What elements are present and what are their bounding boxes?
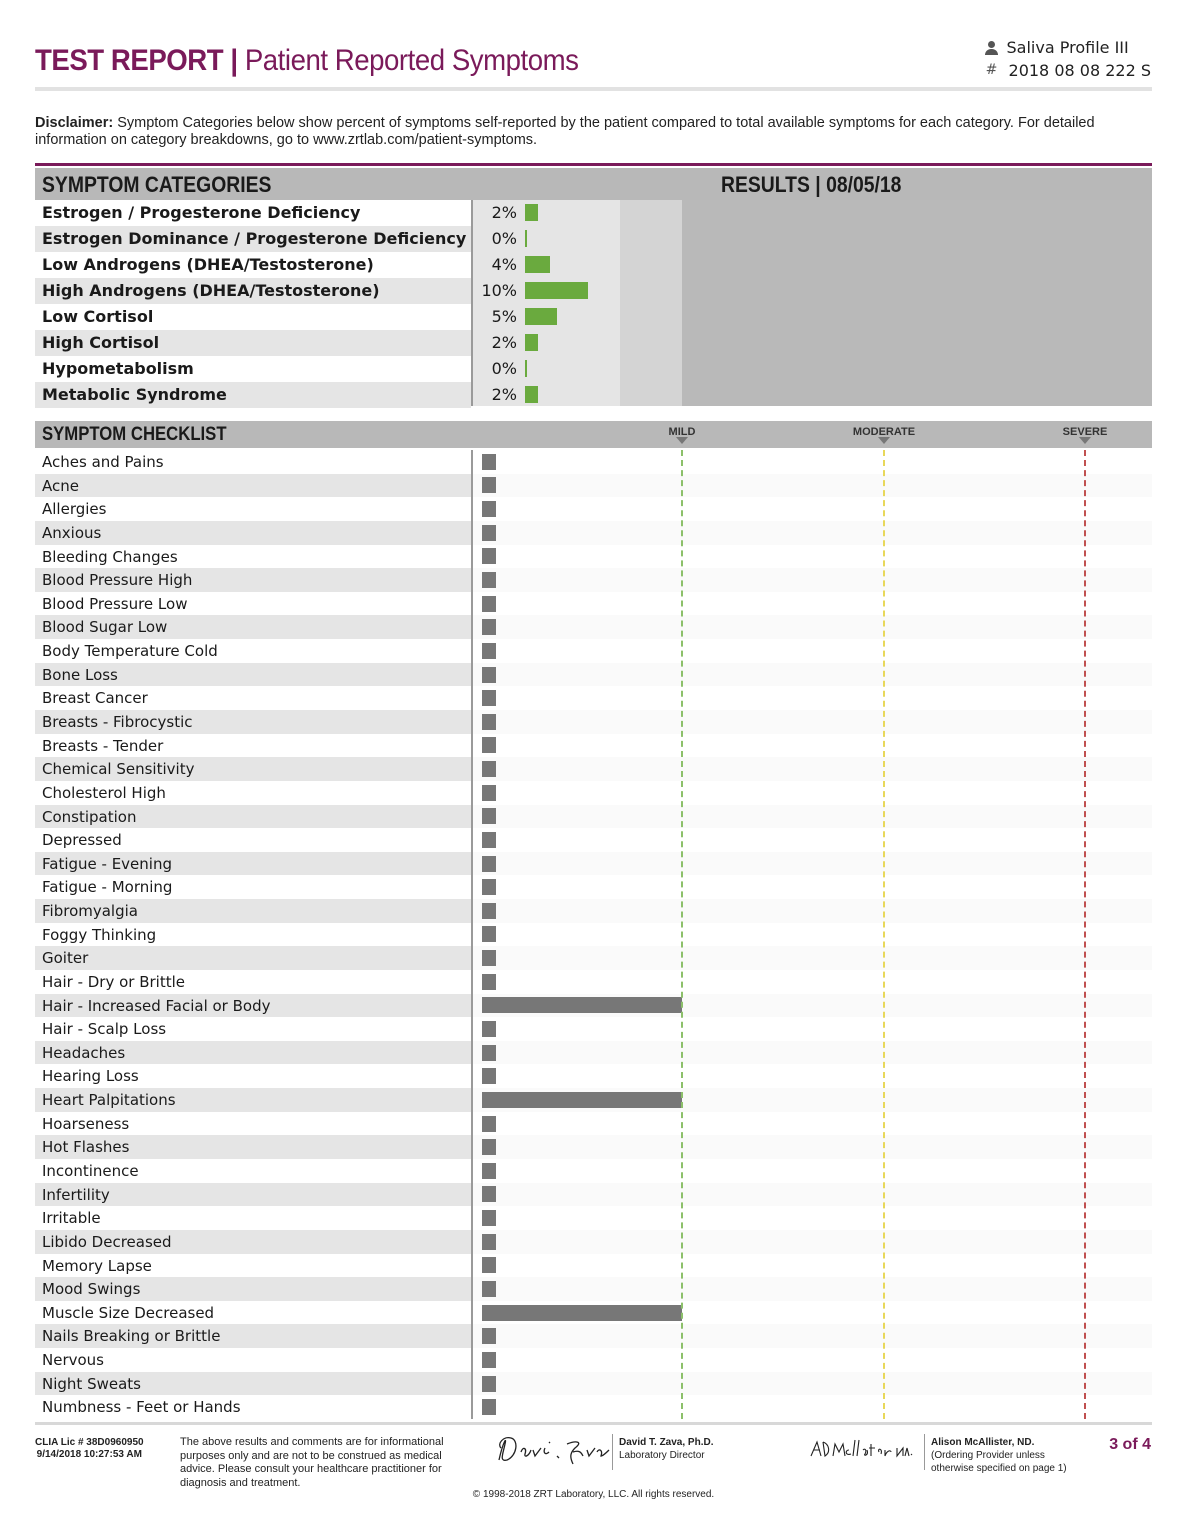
- severity-bar: [482, 1045, 496, 1061]
- categories-heading: SYMPTOM CATEGORIES: [42, 172, 272, 197]
- signer1-name: David T. Zava, Ph.D.: [619, 1437, 714, 1448]
- severity-bar: [482, 1116, 496, 1132]
- severity-bar: [482, 926, 496, 942]
- checklist-row: [35, 663, 1152, 687]
- checklist-row: [35, 1017, 1152, 1041]
- checklist-value-cell: [473, 1230, 1152, 1254]
- checklist-value-cell: [473, 781, 1152, 805]
- copyright: © 1998-2018 ZRT Laboratory, LLC. All rights reserved.: [472, 1489, 715, 1500]
- symptom-name: Depressed: [42, 831, 122, 850]
- checklist-row: [35, 757, 1152, 781]
- report-meta: [985, 36, 1151, 82]
- checklist-row: [35, 805, 1152, 829]
- symptom-name: Hot Flashes: [42, 1138, 130, 1157]
- severity-bar: [482, 950, 496, 966]
- symptom-name: Breasts - Fibrocystic: [42, 712, 193, 731]
- checklist-row: [35, 568, 1152, 592]
- severity-bar: [482, 667, 496, 683]
- severity-bar: [482, 1139, 496, 1155]
- checklist-value-cell: [473, 545, 1152, 569]
- symptom-name: Memory Lapse: [42, 1256, 152, 1275]
- severity-bar: [482, 997, 682, 1013]
- symptom-name: Anxious: [42, 523, 102, 542]
- signature-separator: [612, 1434, 613, 1470]
- checklist-row: [35, 970, 1152, 994]
- signer2-note-1: (Ordering Provider unless: [931, 1450, 1045, 1461]
- report-id-row: [985, 59, 1151, 82]
- checklist-value-cell: [473, 474, 1152, 498]
- severity-bar: [482, 572, 496, 588]
- checklist-row: [35, 1372, 1152, 1396]
- checklist-row: [35, 1112, 1152, 1136]
- signer1-block: [619, 1436, 713, 1462]
- checklist-value-cell: [473, 710, 1152, 734]
- severity-bar: [482, 1281, 496, 1297]
- severity-bar: [482, 808, 496, 824]
- symptom-name: Heart Palpitations: [42, 1091, 176, 1110]
- checklist-value-cell: [473, 1348, 1152, 1372]
- severity-bar: [482, 690, 496, 706]
- category-percent: 0%: [491, 359, 517, 378]
- symptom-name: Hair - Increased Facial or Body: [42, 996, 271, 1015]
- symptom-name: Allergies: [42, 500, 107, 519]
- checklist-value-cell: [473, 1372, 1152, 1396]
- severity-bar: [482, 1328, 496, 1344]
- category-name: Low Androgens (DHEA/Testosterone): [42, 255, 374, 274]
- checklist-row: [35, 474, 1152, 498]
- checklist-value-cell: [473, 1064, 1152, 1088]
- signature-zava: [493, 1430, 611, 1470]
- clia-info: [35, 1437, 144, 1461]
- symptom-name: Blood Pressure High: [42, 571, 193, 590]
- category-name: Hypometabolism: [42, 359, 194, 378]
- checklist-row: [35, 521, 1152, 545]
- checklist-row: [35, 1206, 1152, 1230]
- symptom-name: Bleeding Changes: [42, 547, 178, 566]
- symptom-name: Infertility: [42, 1185, 110, 1204]
- symptom-name: Hair - Dry or Brittle: [42, 972, 186, 991]
- checklist-row: [35, 781, 1152, 805]
- symptom-name: Constipation: [42, 807, 137, 826]
- checklist-value-cell: [473, 1135, 1152, 1159]
- checklist-value-cell: [473, 1017, 1152, 1041]
- checklist-value-cell: [473, 734, 1152, 758]
- section-divider: [35, 163, 1152, 166]
- checklist-row: [35, 1064, 1152, 1088]
- category-bar: [525, 256, 550, 273]
- category-bar: [525, 308, 557, 325]
- checklist-row: [35, 994, 1152, 1018]
- checklist-row: [35, 497, 1152, 521]
- checklist-row: [35, 450, 1152, 474]
- severity-label-mild: MILD: [668, 426, 696, 438]
- checklist-value-cell: [473, 521, 1152, 545]
- checklist-value-cell: [473, 497, 1152, 521]
- signature-separator: [924, 1434, 925, 1470]
- severity-bar: [482, 1376, 496, 1392]
- results-band-dark: [682, 200, 1152, 406]
- severity-bar: [482, 454, 496, 470]
- severity-bar: [482, 1352, 496, 1368]
- disclaimer: [35, 115, 1145, 149]
- checklist-heading: SYMPTOM CHECKLIST: [42, 424, 227, 445]
- signer1-title: Laboratory Director: [619, 1450, 705, 1461]
- symptom-name: Goiter: [42, 949, 89, 968]
- category-name: Low Cortisol: [42, 307, 154, 326]
- checklist-value-cell: [473, 805, 1152, 829]
- checklist-value-cell: [473, 592, 1152, 616]
- severity-bar: [482, 1068, 496, 1084]
- checklist-row: [35, 545, 1152, 569]
- checklist-row: [35, 852, 1152, 876]
- signer2-name: Alison McAllister, ND.: [931, 1437, 1035, 1448]
- severity-bar: [482, 974, 496, 990]
- symptom-name: Chemical Sensitivity: [42, 760, 195, 779]
- severity-bar: [482, 477, 496, 493]
- checklist-row: [35, 875, 1152, 899]
- severity-bar: [482, 1234, 496, 1250]
- symptom-name: Blood Pressure Low: [42, 594, 188, 613]
- disclaimer-label: Disclaimer:: [35, 115, 114, 131]
- severity-bar: [482, 1305, 682, 1321]
- category-percent: 2%: [491, 385, 517, 404]
- checklist-row: [35, 615, 1152, 639]
- symptom-name: Nails Breaking or Brittle: [42, 1327, 221, 1346]
- checklist-row: [35, 1041, 1152, 1065]
- checklist-row: [35, 1277, 1152, 1301]
- checklist-row: [35, 828, 1152, 852]
- symptom-name: Fibromyalgia: [42, 902, 138, 921]
- checklist-value-cell: [473, 450, 1152, 474]
- severity-bar: [482, 1021, 496, 1037]
- signer2-note-2: otherwise specified on page 1): [931, 1463, 1067, 1474]
- severity-marker-icon: [878, 437, 890, 444]
- report-id: 2018 08 08 222 S: [1008, 61, 1151, 80]
- report-timestamp: 9/14/2018 10:27:53 AM: [36, 1449, 142, 1460]
- category-row: [35, 278, 471, 304]
- category-percent: 2%: [491, 203, 517, 222]
- severity-bar: [482, 596, 496, 612]
- checklist-value-cell: [473, 1041, 1152, 1065]
- categories-header: [35, 168, 1152, 200]
- profile-name: Saliva Profile III: [1006, 38, 1129, 57]
- category-bar: [525, 230, 527, 247]
- checklist-value-cell: [473, 923, 1152, 947]
- severity-bar: [482, 1257, 496, 1273]
- severity-bar: [482, 1399, 496, 1415]
- category-percent: 10%: [481, 281, 517, 300]
- checklist-value-cell: [473, 852, 1152, 876]
- symptom-name: Foggy Thinking: [42, 925, 157, 944]
- checklist-row: [35, 1183, 1152, 1207]
- checklist-value-cell: [473, 1159, 1152, 1183]
- severity-bar: [482, 619, 496, 635]
- severity-line-moderate: [883, 450, 885, 1419]
- severity-bar: [482, 643, 496, 659]
- category-name: Metabolic Syndrome: [42, 385, 227, 404]
- severity-bar: [482, 1210, 496, 1226]
- category-bar: [525, 334, 538, 351]
- checklist-row: [35, 946, 1152, 970]
- checklist-value-cell: [473, 615, 1152, 639]
- symptom-name: Breast Cancer: [42, 689, 148, 708]
- category-row: [35, 356, 471, 382]
- symptom-name: Hearing Loss: [42, 1067, 139, 1086]
- severity-bar: [482, 1186, 496, 1202]
- symptom-name: Hair - Scalp Loss: [42, 1020, 167, 1039]
- symptom-name: Body Temperature Cold: [42, 642, 218, 661]
- checklist-value-cell: [473, 828, 1152, 852]
- category-bar: [525, 282, 588, 299]
- checklist-row: [35, 1088, 1152, 1112]
- severity-bar: [482, 548, 496, 564]
- severity-bar: [482, 714, 496, 730]
- symptom-name: Night Sweats: [42, 1374, 141, 1393]
- results-heading: RESULTS | 08/05/18: [721, 172, 902, 197]
- person-icon: [985, 41, 997, 55]
- checklist-value-cell: [473, 1183, 1152, 1207]
- category-row: [35, 330, 471, 356]
- checklist-row: [35, 1395, 1152, 1419]
- severity-bar: [482, 856, 496, 872]
- checklist-value-cell: [473, 1395, 1152, 1419]
- category-name: Estrogen Dominance / Progesterone Deficiency: [42, 229, 467, 248]
- checklist-row: [35, 1230, 1152, 1254]
- results-band-mid: [620, 200, 682, 406]
- checklist-row: [35, 1301, 1152, 1325]
- checklist-table: [35, 450, 1152, 1419]
- category-row: [35, 252, 471, 278]
- signer2-block: [931, 1436, 1067, 1475]
- report-title-bold: TEST REPORT |: [35, 44, 238, 77]
- hash-icon: #: [985, 62, 998, 78]
- symptom-name: Numbness - Feet or Hands: [42, 1398, 241, 1417]
- symptom-name: Breasts - Tender: [42, 736, 164, 755]
- checklist-value-cell: [473, 639, 1152, 663]
- checklist-value-cell: [473, 1277, 1152, 1301]
- severity-bar: [482, 761, 496, 777]
- checklist-row: [35, 710, 1152, 734]
- symptom-name: Mood Swings: [42, 1280, 141, 1299]
- checklist-row: [35, 734, 1152, 758]
- severity-marker-icon: [1079, 437, 1091, 444]
- severity-bar: [482, 903, 496, 919]
- symptom-name: Muscle Size Decreased: [42, 1303, 215, 1322]
- checklist-label-cell: [35, 474, 471, 498]
- category-row: [35, 382, 471, 408]
- symptom-name: Blood Sugar Low: [42, 618, 168, 637]
- symptom-name: Incontinence: [42, 1162, 139, 1181]
- checklist-value-cell: [473, 946, 1152, 970]
- category-row: [35, 304, 471, 330]
- severity-bar: [482, 1163, 496, 1179]
- symptom-name: Libido Decreased: [42, 1232, 172, 1251]
- checklist-value-cell: [473, 899, 1152, 923]
- symptom-name: Fatigue - Morning: [42, 878, 173, 897]
- disclaimer-text: Symptom Categories below show percent of symptoms self-reported by the patient compared to total available symptoms for each category. For detailed information on category breakdowns, go to www.zrtlab.com/patient-symptoms.: [35, 115, 1095, 148]
- symptom-name: Aches and Pains: [42, 453, 164, 471]
- symptom-name: Headaches: [42, 1043, 126, 1062]
- severity-label-moderate: MODERATE: [852, 426, 916, 438]
- symptom-name: Acne: [42, 476, 79, 495]
- checklist-row: [35, 923, 1152, 947]
- checklist-row: [35, 1324, 1152, 1348]
- category-percent: 5%: [491, 307, 517, 326]
- category-bar: [525, 360, 527, 377]
- severity-bar: [482, 785, 496, 801]
- checklist-value-cell: [473, 1112, 1152, 1136]
- severity-marker-icon: [676, 437, 688, 444]
- checklist-label-cell: [35, 946, 471, 970]
- severity-bar: [482, 737, 496, 753]
- severity-bar: [482, 1092, 682, 1108]
- category-row: [35, 226, 471, 252]
- checklist-value-cell: [473, 1324, 1152, 1348]
- severity-line-mild: [681, 450, 683, 1419]
- checklist-row: [35, 1159, 1152, 1183]
- severity-bar: [482, 832, 496, 848]
- checklist-header: [35, 421, 1152, 448]
- signature-mcallister: [807, 1436, 919, 1464]
- report-title-rest: Patient Reported Symptoms: [244, 44, 579, 77]
- severity-line-severe: [1084, 450, 1086, 1419]
- checklist-row: [35, 686, 1152, 710]
- severity-label-severe: SEVERE: [1062, 426, 1108, 438]
- category-name: High Androgens (DHEA/Testosterone): [42, 281, 380, 300]
- category-percent: 0%: [491, 229, 517, 248]
- page-number: 3 of 4: [1109, 1436, 1151, 1453]
- symptom-name: Cholesterol High: [42, 783, 166, 802]
- report-title: [35, 44, 579, 78]
- footer-divider: [35, 1422, 1152, 1425]
- severity-bar: [482, 525, 496, 541]
- symptom-name: Fatigue - Evening: [42, 854, 172, 873]
- symptom-name: Irritable: [42, 1209, 101, 1228]
- checklist-value-cell: [473, 568, 1152, 592]
- checklist-value-cell: [473, 686, 1152, 710]
- profile-row: [985, 36, 1151, 59]
- checklist-row: [35, 592, 1152, 616]
- category-row: [35, 200, 471, 226]
- category-bar: [525, 204, 538, 221]
- checklist-row: [35, 1135, 1152, 1159]
- checklist-value-cell: [473, 1254, 1152, 1278]
- footer-disclaimer: The above results and comments are for informational purposes only and are not to be construed as medical advice. Please consult your healthcare practitioner for diagnosis and treatment.: [180, 1436, 444, 1489]
- category-bar: [525, 386, 538, 403]
- category-name: Estrogen / Progesterone Deficiency: [42, 203, 361, 222]
- checklist-value-cell: [473, 663, 1152, 687]
- categories-table: [35, 200, 1152, 406]
- symptom-name: Bone Loss: [42, 665, 118, 684]
- severity-bar: [482, 501, 496, 517]
- checklist-row: [35, 1348, 1152, 1372]
- symptom-name: Nervous: [42, 1351, 104, 1370]
- clia-license: CLIA Lic # 38D0960950: [35, 1437, 144, 1448]
- category-percent: 2%: [491, 333, 517, 352]
- checklist-value-cell: [473, 757, 1152, 781]
- category-name: High Cortisol: [42, 333, 160, 352]
- severity-bar: [482, 879, 496, 895]
- symptom-name: Hoarseness: [42, 1114, 130, 1133]
- checklist-value-cell: [473, 875, 1152, 899]
- checklist-row: [35, 639, 1152, 663]
- checklist-value-cell: [473, 970, 1152, 994]
- checklist-row: [35, 1254, 1152, 1278]
- checklist-value-cell: [473, 1206, 1152, 1230]
- header-divider: [35, 87, 1152, 91]
- category-percent: 4%: [491, 255, 517, 274]
- checklist-row: [35, 899, 1152, 923]
